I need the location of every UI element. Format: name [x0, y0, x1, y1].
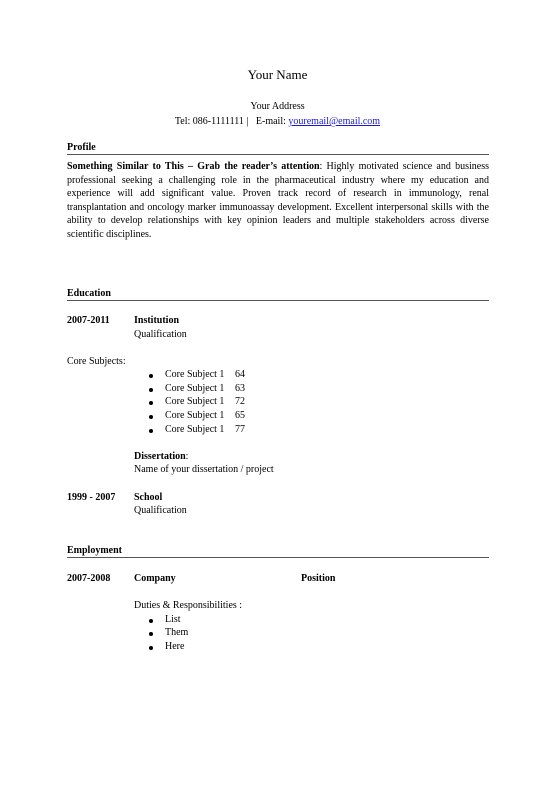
contact-line [0, 116, 555, 127]
dissertation-label: Dissertation [134, 451, 186, 462]
duties-label: Duties & Responsibilities : [134, 600, 243, 611]
core-subject-grade: 63 [235, 383, 245, 394]
education-years: 1999 - 2007 [67, 492, 116, 503]
profile-lead: Something Similar to This – Grab the reader’s attention [67, 161, 320, 172]
telephone: Tel: 086-1111111 | [174, 116, 249, 127]
bullet-icon [149, 401, 153, 405]
position: Position [301, 573, 336, 584]
dissertation-colon: : [185, 451, 189, 462]
core-subject-grade: 77 [235, 424, 245, 435]
bullet-icon [149, 632, 153, 636]
core-subject-grade: 72 [235, 396, 245, 407]
institution: Institution [134, 315, 180, 326]
core-subject-grade: 65 [235, 410, 245, 421]
core-subjects-label: Core Subjects: [67, 356, 126, 367]
bullet-icon [149, 646, 153, 650]
bullet-icon [149, 429, 153, 433]
core-subject-name: Core Subject 1 [165, 369, 225, 380]
core-subject-name: Core Subject 1 [165, 383, 225, 394]
core-subject-grade: 64 [235, 369, 245, 380]
qualification: Qualification [134, 329, 187, 340]
profile-body: : Highly motivated science and business professional seeking a challenging role in the pharmaceutical industry where my education and experience will add significant value. Proven track record of research in immunology, renal transplantation and oncology marker immunoassay development. Excellent interpersonal skills with the ability to develop relationships with key opinion leaders and multiple stakeholders across diverse scientific disciplines. [67, 161, 489, 240]
email-label: E-mail: [255, 116, 286, 127]
institution: School [134, 492, 163, 503]
company: Company [134, 573, 176, 584]
profile-summary [67, 160, 489, 242]
core-subject-name: Core Subject 1 [165, 410, 225, 421]
dissertation-heading [134, 451, 188, 462]
resume-name: Your Name [247, 67, 308, 82]
qualification: Qualification [134, 505, 187, 516]
dissertation-title: Name of your dissertation / project [134, 464, 274, 475]
core-subject-name: Core Subject 1 [165, 396, 225, 407]
bullet-icon [149, 415, 153, 419]
employment-heading: Employment [67, 545, 489, 558]
bullet-icon [149, 619, 153, 623]
email-link[interactable]: youremail@email.com [288, 116, 381, 127]
profile-heading: Profile [67, 142, 489, 155]
education-years: 2007-2011 [67, 315, 110, 326]
bullet-icon [149, 388, 153, 392]
duty-item: Them [165, 627, 189, 638]
duty-item: List [165, 614, 181, 625]
duty-item: Here [165, 641, 185, 652]
core-subject-name: Core Subject 1 [165, 424, 225, 435]
education-heading: Education [67, 288, 489, 301]
bullet-icon [149, 374, 153, 378]
employment-years: 2007-2008 [67, 573, 111, 584]
address: Your Address [250, 101, 305, 112]
